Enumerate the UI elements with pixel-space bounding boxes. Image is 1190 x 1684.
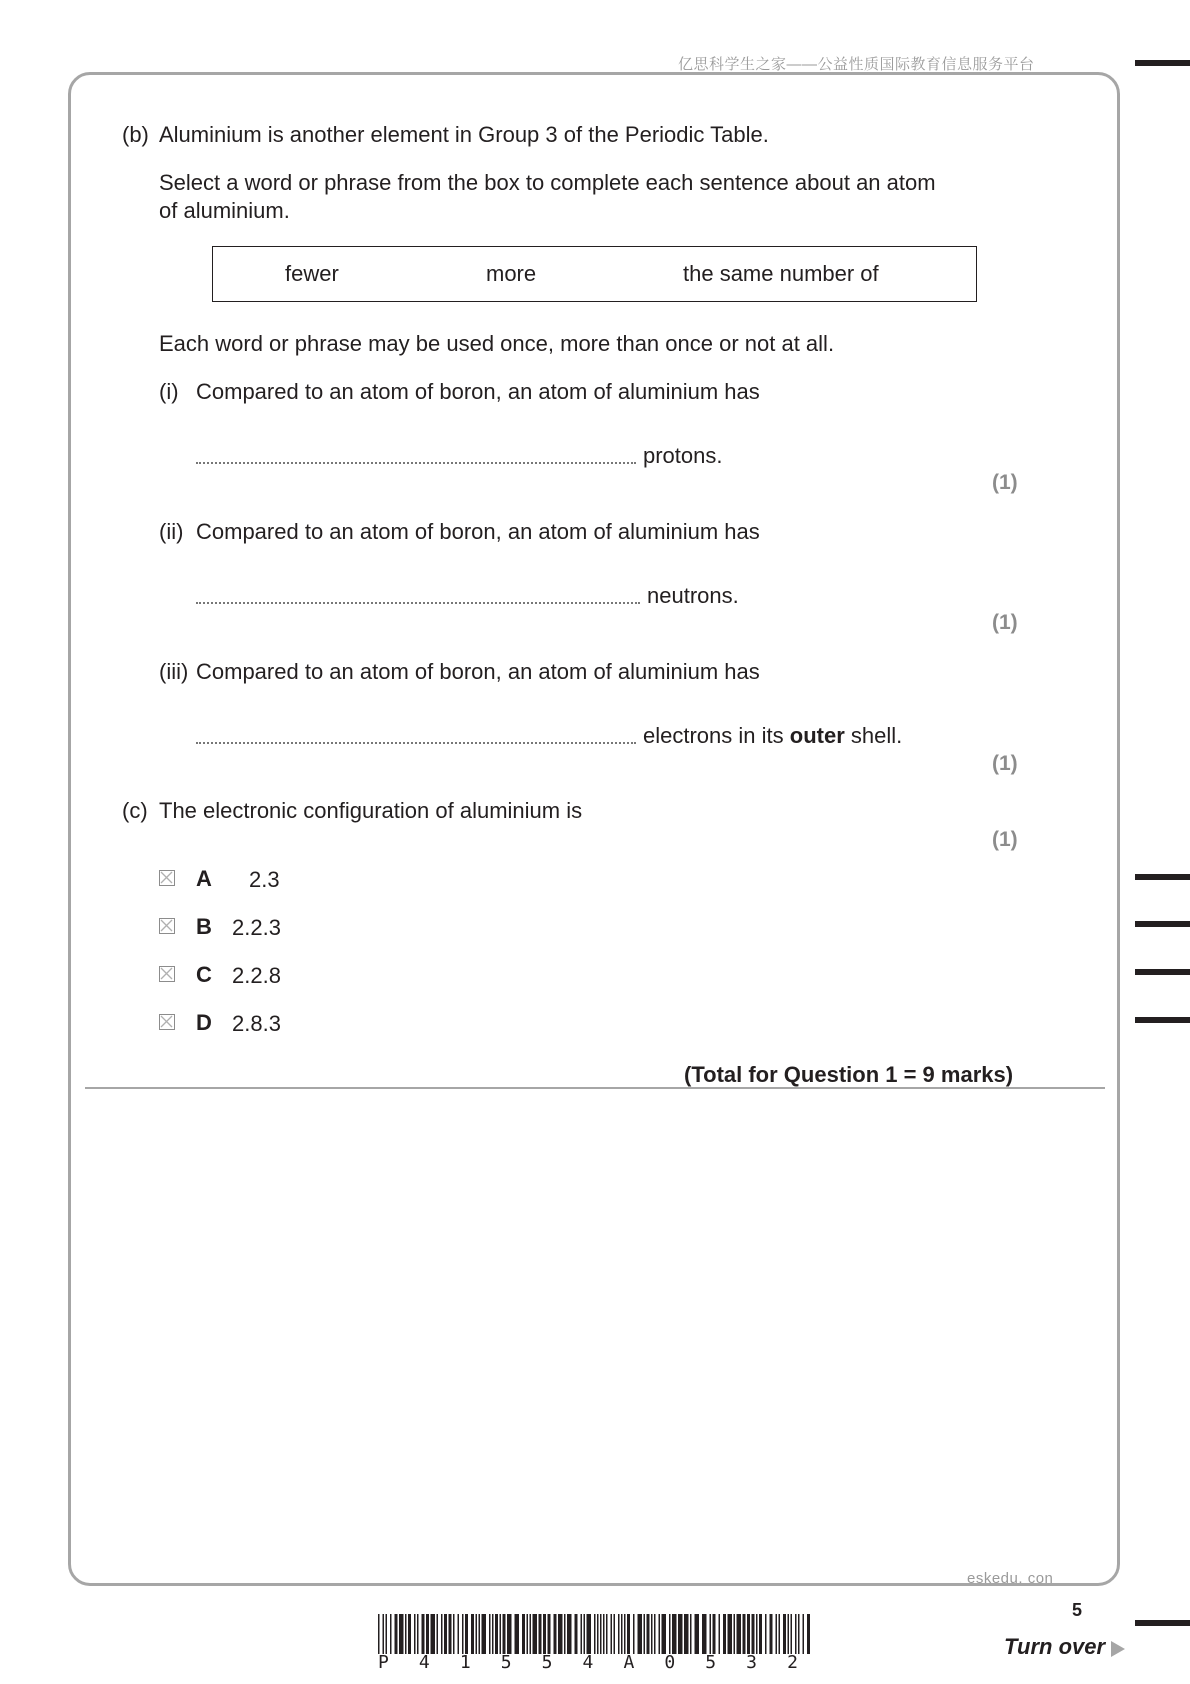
barcode-digit: 5 [541, 1652, 553, 1673]
answer-line-i[interactable] [196, 462, 636, 464]
item-iii-label: (iii) [159, 659, 189, 684]
barcode-bar [449, 1614, 452, 1654]
barcode-bar [695, 1614, 700, 1654]
barcode-bar [479, 1614, 481, 1654]
barcode-digit: A [623, 1652, 635, 1673]
barcode-bar [500, 1614, 502, 1654]
option-letter: A [196, 866, 212, 891]
part-c-marks: (1) [992, 828, 1018, 851]
barcode-bar [597, 1614, 599, 1654]
barcode-bar [678, 1614, 683, 1654]
answer-line-ii[interactable] [196, 602, 640, 604]
barcode-bar [752, 1614, 755, 1654]
barcode-digit: 5 [705, 1652, 717, 1673]
barcode-bar [414, 1614, 416, 1654]
barcode-bar [567, 1614, 572, 1654]
barcode-bar [575, 1614, 578, 1654]
barcode-bar [606, 1614, 608, 1654]
barcode-bar [584, 1614, 586, 1654]
option-value: 2.2.8 [232, 963, 281, 988]
barcode-bar [581, 1614, 583, 1654]
barcode-bar [776, 1614, 778, 1654]
barcode-bar [458, 1614, 460, 1654]
barcode-digits [378, 1652, 798, 1673]
barcode-bar [395, 1614, 398, 1654]
barcode-bar [690, 1614, 692, 1654]
barcode-bar [638, 1614, 643, 1654]
barcode-bar [558, 1614, 563, 1654]
barcode-bar [759, 1614, 762, 1654]
barcode-bar [539, 1614, 542, 1654]
section-divider [85, 1087, 1105, 1089]
barcode-bar [603, 1614, 605, 1654]
registration-mark [1135, 60, 1190, 66]
barcode-bar [543, 1614, 546, 1654]
barcode-bar [803, 1614, 805, 1654]
registration-mark [1135, 874, 1190, 880]
barcode-bar [770, 1614, 773, 1654]
part-b-instruction-line2: of aluminium. [159, 198, 290, 223]
cross-icon [160, 871, 173, 884]
barcode-bar [719, 1614, 721, 1654]
barcode-digit: 5 [500, 1652, 512, 1673]
barcode-bar [734, 1614, 736, 1654]
barcode-bar [408, 1614, 411, 1654]
word-option: fewer [285, 261, 339, 286]
part-b-instruction-line1: Select a word or phrase from the box to complete each sentence about an atom [159, 170, 936, 195]
checkbox-c[interactable] [159, 966, 175, 982]
barcode-bar [791, 1614, 793, 1654]
checkbox-d[interactable] [159, 1014, 175, 1030]
barcode-bar [633, 1614, 635, 1654]
option-value: 2.3 [249, 867, 280, 892]
barcode-digit: 0 [664, 1652, 676, 1673]
barcode-bar [530, 1614, 532, 1654]
barcode-bar [431, 1614, 436, 1654]
barcode-bar [783, 1614, 786, 1654]
barcode-bar [654, 1614, 656, 1654]
barcode-bar [399, 1614, 404, 1654]
barcode-bar [702, 1614, 707, 1654]
barcode-bar [723, 1614, 726, 1654]
barcode-digit: 4 [418, 1652, 430, 1673]
checkbox-a[interactable] [159, 870, 175, 886]
turn-over-label: Turn over [1004, 1634, 1106, 1659]
item-iii-stem: Compared to an atom of boron, an atom of aluminium has [196, 659, 760, 684]
barcode [378, 1614, 810, 1654]
word-option: the same number of [683, 261, 879, 286]
barcode-bar [737, 1614, 742, 1654]
barcode-bar [383, 1614, 385, 1654]
barcode-bar [684, 1614, 689, 1654]
item-i-ending: protons. [643, 443, 723, 468]
barcode-bar [669, 1614, 671, 1654]
barcode-bar [507, 1614, 512, 1654]
barcode-bar [495, 1614, 498, 1654]
barcode-bar [743, 1614, 746, 1654]
barcode-bar [405, 1614, 407, 1654]
barcode-bar [747, 1614, 750, 1654]
word-box [212, 246, 977, 302]
barcode-bar [788, 1614, 790, 1654]
cross-icon [160, 919, 173, 932]
barcode-bar [627, 1614, 630, 1654]
option-value: 2.2.3 [232, 915, 281, 940]
barcode-bar [465, 1614, 468, 1654]
barcode-bar [710, 1614, 712, 1654]
barcode-bar [527, 1614, 529, 1654]
item-ii-ending: neutrons. [647, 583, 739, 608]
registration-mark [1135, 969, 1190, 975]
barcode-bar [426, 1614, 429, 1654]
option-letter: C [196, 962, 212, 987]
barcode-bar [378, 1614, 380, 1654]
question-total: (Total for Question 1 = 9 marks) [684, 1062, 1014, 1087]
item-iii-ending [643, 722, 902, 750]
barcode-bar [587, 1614, 592, 1654]
usage-note: Each word or phrase may be used once, more than once or not at all. [159, 331, 835, 356]
barcode-bar [672, 1614, 677, 1654]
barcode-bar [713, 1614, 716, 1654]
barcode-bar [471, 1614, 474, 1654]
item-i-stem: Compared to an atom of boron, an atom of aluminium has [196, 379, 760, 404]
watermark-header: 亿思科学生之家——公益性质国际教育信息服务平台 [678, 56, 1035, 73]
item-iii-ending-pre: electrons in its [643, 723, 784, 748]
barcode-bar [600, 1614, 602, 1654]
barcode-bar [614, 1614, 616, 1654]
registration-mark [1135, 1017, 1190, 1023]
part-b-label: (b) [122, 122, 149, 147]
option-value: 2.8.3 [232, 1011, 281, 1036]
option-letter: B [196, 914, 212, 939]
barcode-bar [441, 1614, 443, 1654]
watermark-footer: eskedu. con [967, 1570, 1054, 1587]
barcode-bar [659, 1614, 661, 1654]
cross-icon [160, 967, 173, 980]
item-iii-ending-bold: outer [789, 723, 845, 748]
barcode-bar [644, 1614, 646, 1654]
arrow-right-icon [1110, 1640, 1126, 1658]
barcode-bar [611, 1614, 613, 1654]
barcode-bar [618, 1614, 620, 1654]
part-b-intro: Aluminium is another element in Group 3 of the Periodic Table. [159, 122, 769, 147]
barcode-bar [594, 1614, 596, 1654]
barcode-digit: 3 [746, 1652, 757, 1673]
barcode-bar [765, 1614, 767, 1654]
part-c-stem: The electronic configuration of aluminium is [159, 798, 583, 823]
barcode-bar [795, 1614, 797, 1654]
barcode-bar [662, 1614, 667, 1654]
barcode-bar [779, 1614, 781, 1654]
barcode-bar [756, 1614, 758, 1654]
barcode-bar [647, 1614, 650, 1654]
answer-line-iii[interactable] [196, 742, 636, 744]
barcode-bar [482, 1614, 487, 1654]
barcode-bar [515, 1614, 520, 1654]
barcode-bar [554, 1614, 557, 1654]
barcode-bar [728, 1614, 733, 1654]
registration-mark [1135, 1620, 1190, 1626]
barcode-digit: 2 [787, 1652, 798, 1673]
barcode-bar [624, 1614, 626, 1654]
page-number: 5 [1072, 1600, 1083, 1620]
option-letter: D [196, 1010, 212, 1035]
barcode-bar [621, 1614, 623, 1654]
item-iii-marks: (1) [992, 752, 1018, 775]
item-ii-stem: Compared to an atom of boron, an atom of aluminium has [196, 519, 760, 544]
barcode-digit: P [378, 1652, 389, 1673]
barcode-bar [417, 1614, 419, 1654]
barcode-bar [564, 1614, 566, 1654]
barcode-digit: 1 [459, 1652, 471, 1673]
barcode-bar [444, 1614, 447, 1654]
barcode-bar [798, 1614, 800, 1654]
barcode-bar [422, 1614, 425, 1654]
item-i-label: (i) [159, 379, 179, 404]
checkbox-b[interactable] [159, 918, 175, 934]
barcode-bar [390, 1614, 392, 1654]
barcode-bar [548, 1614, 551, 1654]
barcode-bar [489, 1614, 491, 1654]
item-i-marks: (1) [992, 471, 1018, 494]
barcode-bar [492, 1614, 494, 1654]
barcode-bar [522, 1614, 525, 1654]
barcode-digit: 4 [582, 1652, 594, 1673]
barcode-bar [533, 1614, 538, 1654]
cross-icon [160, 1015, 173, 1028]
barcode-bar [651, 1614, 653, 1654]
barcode-bar [476, 1614, 478, 1654]
registration-mark [1135, 921, 1190, 927]
word-option: more [486, 261, 537, 286]
barcode-bar [503, 1614, 506, 1654]
item-ii-label: (ii) [159, 519, 184, 544]
barcode-bar [386, 1614, 388, 1654]
barcode-bar [437, 1614, 439, 1654]
item-ii-marks: (1) [992, 611, 1018, 634]
barcode-bar [462, 1614, 464, 1654]
barcode-bar [807, 1614, 810, 1654]
item-iii-ending-post: shell. [850, 723, 903, 748]
part-c-label: (c) [122, 798, 148, 823]
barcode-bar [453, 1614, 455, 1654]
